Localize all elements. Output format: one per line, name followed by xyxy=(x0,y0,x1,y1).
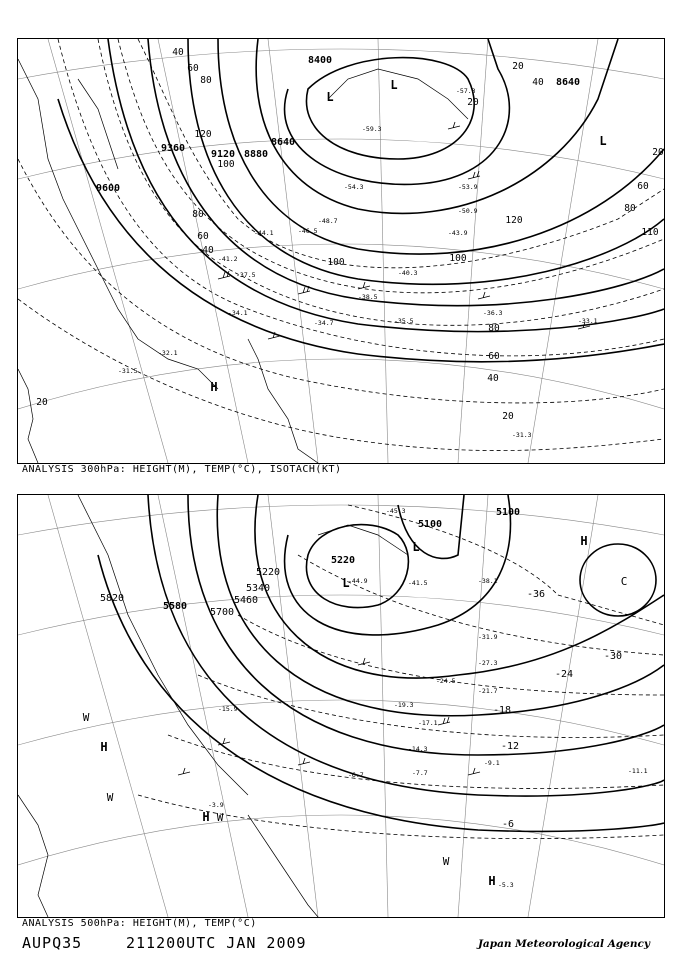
temp-label: -5.3 xyxy=(498,881,514,889)
caption-500hpa: ANALYSIS 500hPa: HEIGHT(M), TEMP(°C) xyxy=(22,918,257,929)
isotach-label: 20 xyxy=(652,147,664,158)
high-center-marker: H xyxy=(488,874,496,888)
isotach-label: 20 xyxy=(502,411,514,422)
chart-500hpa-map xyxy=(18,495,664,917)
isotach-label: 60 xyxy=(187,63,199,74)
temp-label: -36.3 xyxy=(483,309,503,317)
high-center-marker: H xyxy=(202,810,210,824)
isotach-label: 20 xyxy=(36,397,48,408)
isotach-label: 80 xyxy=(200,75,212,86)
temp-label: -24.5 xyxy=(436,677,456,685)
chart-300hpa xyxy=(17,38,665,464)
height-label: 8400 xyxy=(307,55,333,66)
analysis-datetime: 211200UTC JAN 2009 xyxy=(126,934,307,952)
isotach-label: 60 xyxy=(637,181,649,192)
temp-label: -34.7 xyxy=(314,319,334,327)
isotach-label: 60 xyxy=(197,231,209,242)
caption-300hpa: ANALYSIS 300hPa: HEIGHT(M), TEMP(°C), ISOTACH(KT) xyxy=(22,464,342,475)
temp-label: -41.5 xyxy=(408,579,428,587)
temp-label: -14.3 xyxy=(408,745,428,753)
wind-barbs xyxy=(178,658,480,775)
temp-label: -50.9 xyxy=(458,207,478,215)
height-label: 9600 xyxy=(95,183,121,194)
temp-label: -7.7 xyxy=(412,769,428,777)
isotach-label: 40 xyxy=(202,245,214,256)
temp-label: -19.3 xyxy=(394,701,414,709)
graticule xyxy=(18,39,664,463)
isotherm-label: -12 xyxy=(500,741,520,752)
warm-center-marker: W xyxy=(442,855,450,868)
height-label: 8640 xyxy=(555,77,581,88)
height-label: 5820 xyxy=(99,593,125,604)
temp-label: -27.3 xyxy=(478,659,498,667)
temp-label: -11.1 xyxy=(628,767,648,775)
low-center-marker: L xyxy=(599,134,607,148)
temp-label: -31.3 xyxy=(512,431,532,439)
isotach-label: 40 xyxy=(532,77,544,88)
temp-label: -37.5 xyxy=(236,271,256,279)
temp-label: -40.3 xyxy=(398,269,418,277)
isotherms xyxy=(138,505,664,839)
isotherm-label: -30 xyxy=(603,651,623,662)
low-center-marker: L xyxy=(412,540,420,554)
chart-500hpa xyxy=(17,494,665,918)
isotherm-label: -6 xyxy=(501,819,515,830)
isotach-label: 100 xyxy=(449,253,467,264)
height-label: 5340 xyxy=(245,583,271,594)
temp-label: -21.7 xyxy=(478,687,498,695)
height-label: 9360 xyxy=(160,143,186,154)
temp-label: -48.7 xyxy=(318,217,338,225)
temp-label: -31.9 xyxy=(478,633,498,641)
isotach-label: 120 xyxy=(505,215,523,226)
temp-label: -38.5 xyxy=(358,293,378,301)
coastline xyxy=(18,59,468,463)
temp-label: -31.5 xyxy=(118,367,138,375)
isotach-label: 40 xyxy=(487,373,499,384)
bulletin-code: AUPQ35 xyxy=(22,934,83,952)
temp-label: -44.9 xyxy=(348,577,368,585)
height-label: 9120 xyxy=(210,149,236,160)
high-center-marker: H xyxy=(210,380,218,394)
temp-label: -34.1 xyxy=(228,309,248,317)
temp-label: -33.1 xyxy=(578,317,598,325)
temp-label: -43.9 xyxy=(448,229,468,237)
height-label: 5100 xyxy=(417,519,443,530)
isotach-label: 110 xyxy=(641,227,659,238)
temp-label: -6.7 xyxy=(348,771,364,779)
warm-center-marker: W xyxy=(216,811,224,824)
temp-label: -9.1 xyxy=(484,759,500,767)
height-label: 5580 xyxy=(162,601,188,612)
high-center-marker: H xyxy=(580,534,588,548)
chart-300hpa-map xyxy=(18,39,664,463)
temp-label: -41.2 xyxy=(218,255,238,263)
temp-label: -3.9 xyxy=(208,801,224,809)
temp-label: -46.5 xyxy=(298,227,318,235)
height-label: 5220 xyxy=(255,567,281,578)
temp-label: -38.1 xyxy=(478,577,498,585)
isotach-label: 80 xyxy=(624,203,636,214)
agency-name: Japan Meteorological Agency xyxy=(477,938,650,950)
height-label: 5100 xyxy=(495,507,521,518)
temp-label: -53.9 xyxy=(458,183,478,191)
temp-label: -35.5 xyxy=(394,317,414,325)
isotherm-label: -24 xyxy=(554,669,574,680)
high-center-marker: H xyxy=(100,740,108,754)
warm-center-marker: W xyxy=(106,791,114,804)
height-label: 5460 xyxy=(233,595,259,606)
isotach-label: 80 xyxy=(488,323,500,334)
isotach-label: 20 xyxy=(467,97,479,108)
isotach-label: 100 xyxy=(327,257,345,268)
height-label: 5700 xyxy=(209,607,235,618)
height-contours xyxy=(98,495,664,831)
temp-label: -57.3 xyxy=(456,87,476,95)
temp-label: -45.3 xyxy=(386,507,406,515)
temp-label: -32.1 xyxy=(158,349,178,357)
isotach-label: 60 xyxy=(488,351,500,362)
cold-center-marker: C xyxy=(620,575,628,588)
temp-label: -54.3 xyxy=(344,183,364,191)
height-label: 8880 xyxy=(243,149,269,160)
isotach-label: 120 xyxy=(194,129,212,140)
isotach-label: 80 xyxy=(192,209,204,220)
isotach-label: 20 xyxy=(512,61,524,72)
isotherm-label: -36 xyxy=(526,589,546,600)
isotherm-label: -18 xyxy=(492,705,512,716)
isotach-label: 100 xyxy=(217,159,235,170)
low-center-marker: L xyxy=(390,78,398,92)
temp-label: -59.3 xyxy=(362,125,382,133)
height-label: 8640 xyxy=(270,137,296,148)
height-label: 5220 xyxy=(330,555,356,566)
wind-barbs xyxy=(218,122,590,339)
isotach-label: 40 xyxy=(172,47,184,58)
low-center-marker: L xyxy=(326,90,334,104)
temp-label: -15.9 xyxy=(218,705,238,713)
temp-label: -17.1 xyxy=(418,719,438,727)
temp-label: -44.1 xyxy=(254,229,274,237)
low-center-marker: L xyxy=(342,576,350,590)
warm-center-marker: W xyxy=(82,711,90,724)
